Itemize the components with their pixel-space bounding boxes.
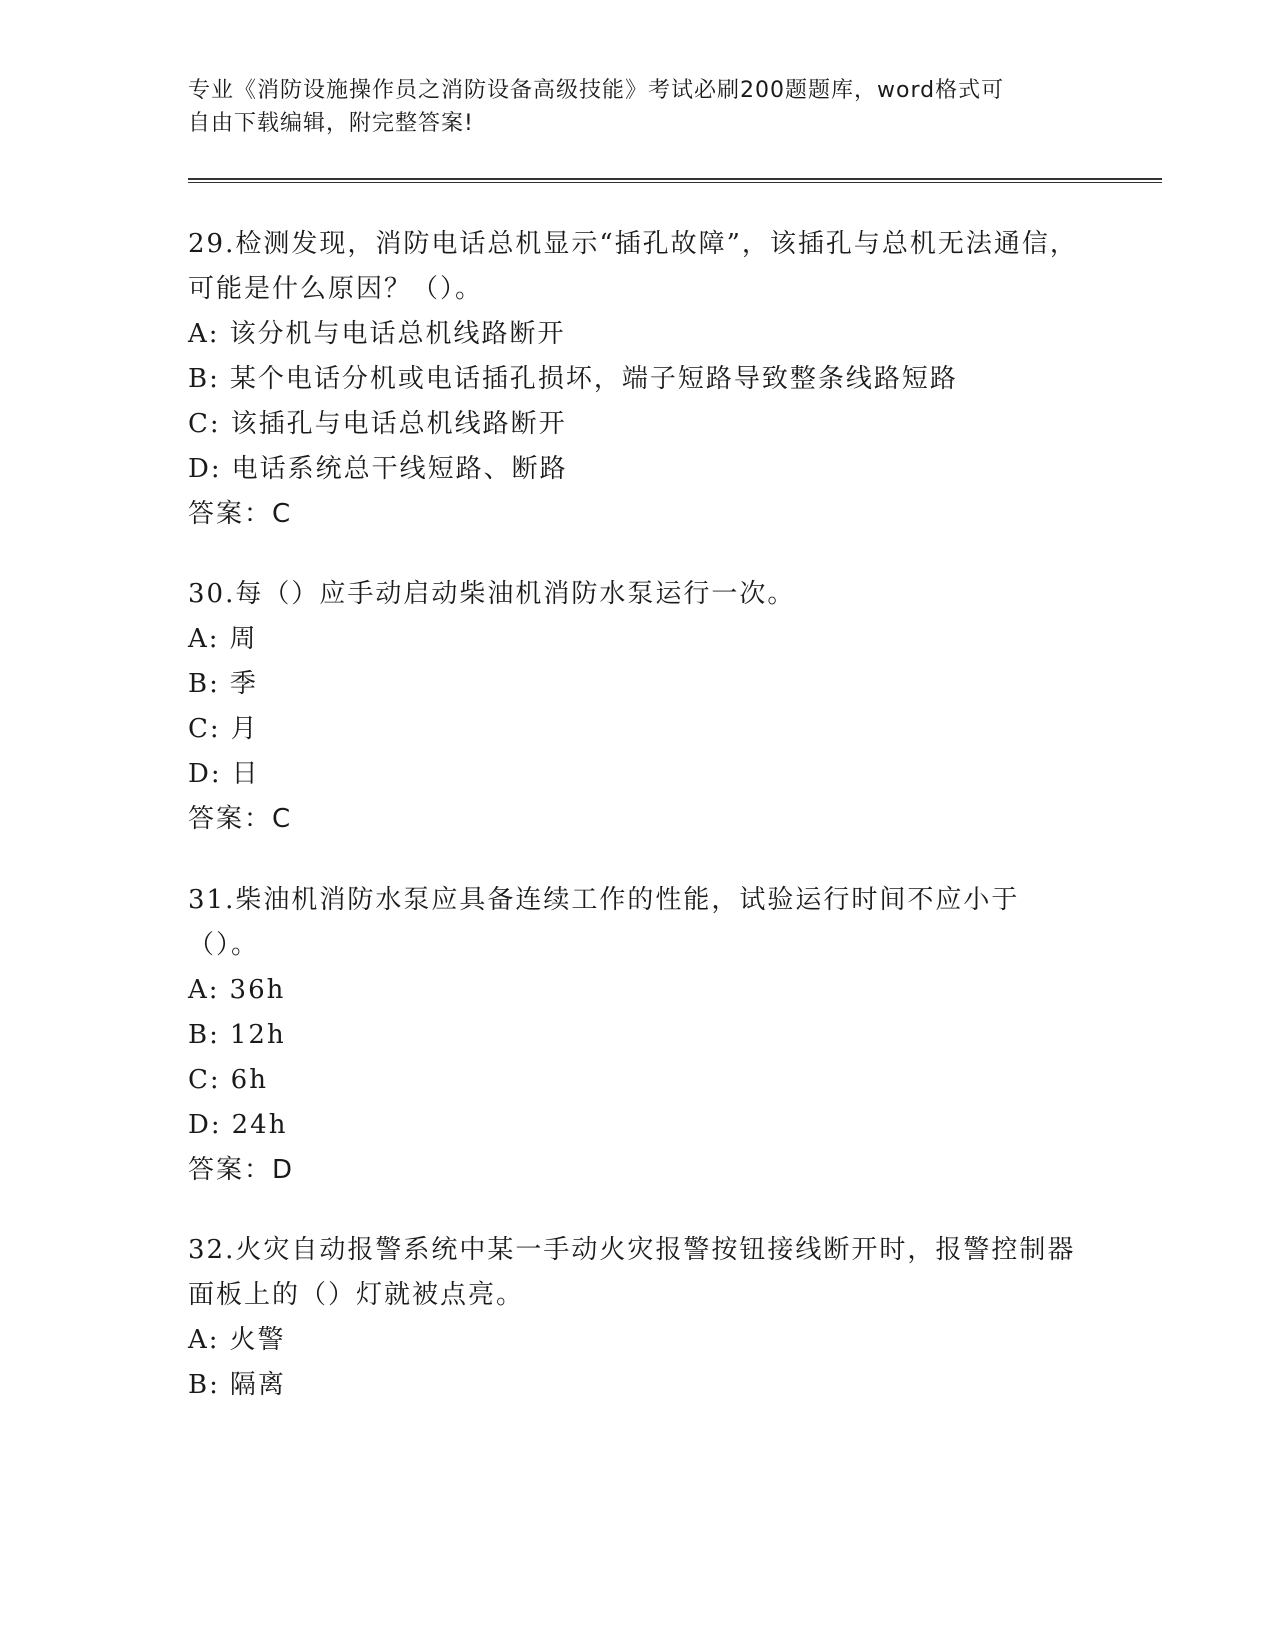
header-line-2: 自由下载编辑，附完整答案! (188, 111, 474, 136)
header-divider (188, 178, 1162, 183)
option-d (188, 1103, 1088, 1148)
option-letter: D (188, 1110, 211, 1140)
option-separator: : (209, 1065, 221, 1095)
option-letter: A (188, 1325, 209, 1355)
document-header (188, 74, 1068, 140)
option-separator: : (210, 1110, 222, 1140)
option-letter: D (188, 759, 211, 789)
answer-line: 答案：D (188, 1155, 295, 1185)
option-a (188, 312, 1088, 357)
option-text: 日 (231, 759, 260, 789)
question-29 (188, 222, 1088, 537)
question-32 (188, 1228, 1088, 1408)
option-separator: : (210, 454, 222, 484)
option-letter: C (188, 714, 210, 744)
option-c (188, 402, 1088, 447)
option-a (188, 1318, 1088, 1363)
option-letter: D (188, 454, 211, 484)
question-30 (188, 572, 1088, 842)
option-separator: : (209, 714, 221, 744)
option-text: 6h (230, 1065, 268, 1095)
option-separator: : (209, 364, 220, 394)
option-text: 12h (229, 1020, 286, 1050)
option-b (188, 1363, 1088, 1408)
option-d (188, 752, 1088, 797)
option-separator: : (209, 409, 221, 439)
option-separator: : (209, 669, 220, 699)
answer-line: 答案：C (188, 804, 293, 834)
question-stem: 30.每（）应手动启动柴油机消防水泵运行一次。 (188, 579, 796, 609)
option-letter: B (188, 1370, 210, 1400)
question-stem: 29.检测发现，消防电话总机显示“插孔故障”，该插孔与总机无法通信，可能是什么原因？（）。 (188, 229, 1078, 304)
option-text: 某个电话分机或电话插孔损坏，端子短路导致整条线路短路 (229, 364, 958, 394)
option-text: 该分机与电话总机线路断开 (229, 319, 566, 349)
option-c (188, 1058, 1088, 1103)
question-stem: 31.柴油机消防水泵应具备连续工作的性能，试验运行时间不应小于（）。 (188, 885, 1020, 960)
option-b (188, 1013, 1088, 1058)
option-a (188, 617, 1088, 662)
option-text: 周 (229, 624, 258, 654)
option-text: 火警 (229, 1325, 286, 1355)
option-a (188, 968, 1088, 1013)
option-b (188, 662, 1088, 707)
option-letter: C (188, 1065, 210, 1095)
option-separator: : (208, 319, 220, 349)
option-text: 隔离 (229, 1370, 286, 1400)
option-text: 24h (231, 1110, 288, 1140)
option-text: 月 (230, 714, 259, 744)
option-letter: B (188, 1020, 210, 1050)
question-stem: 32.火灾自动报警系统中某一手动火灾报警按钮接线断开时，报警控制器面板上的（）灯就被点亮。 (188, 1235, 1076, 1310)
option-text: 该插孔与电话总机线路断开 (230, 409, 567, 439)
option-separator: : (208, 624, 220, 654)
answer-line: 答案：C (188, 499, 293, 529)
option-separator: : (210, 759, 222, 789)
option-letter: A (188, 624, 209, 654)
option-separator: : (208, 1325, 220, 1355)
header-line-1: 专业《消防设施操作员之消防设备高级技能》考试必刷200题题库，word格式可 (188, 78, 1005, 103)
option-b (188, 357, 1088, 402)
option-letter: A (188, 975, 209, 1005)
option-text: 季 (229, 669, 258, 699)
option-separator: : (209, 1370, 220, 1400)
option-letter: B (188, 364, 210, 394)
option-text: 电话系统总干线短路、断路 (231, 454, 568, 484)
option-separator: : (209, 1020, 220, 1050)
option-c (188, 707, 1088, 752)
option-letter: A (188, 319, 209, 349)
question-31 (188, 878, 1088, 1193)
option-separator: : (208, 975, 220, 1005)
option-letter: C (188, 409, 210, 439)
option-letter: B (188, 669, 210, 699)
option-d (188, 447, 1088, 492)
option-text: 36h (229, 975, 286, 1005)
